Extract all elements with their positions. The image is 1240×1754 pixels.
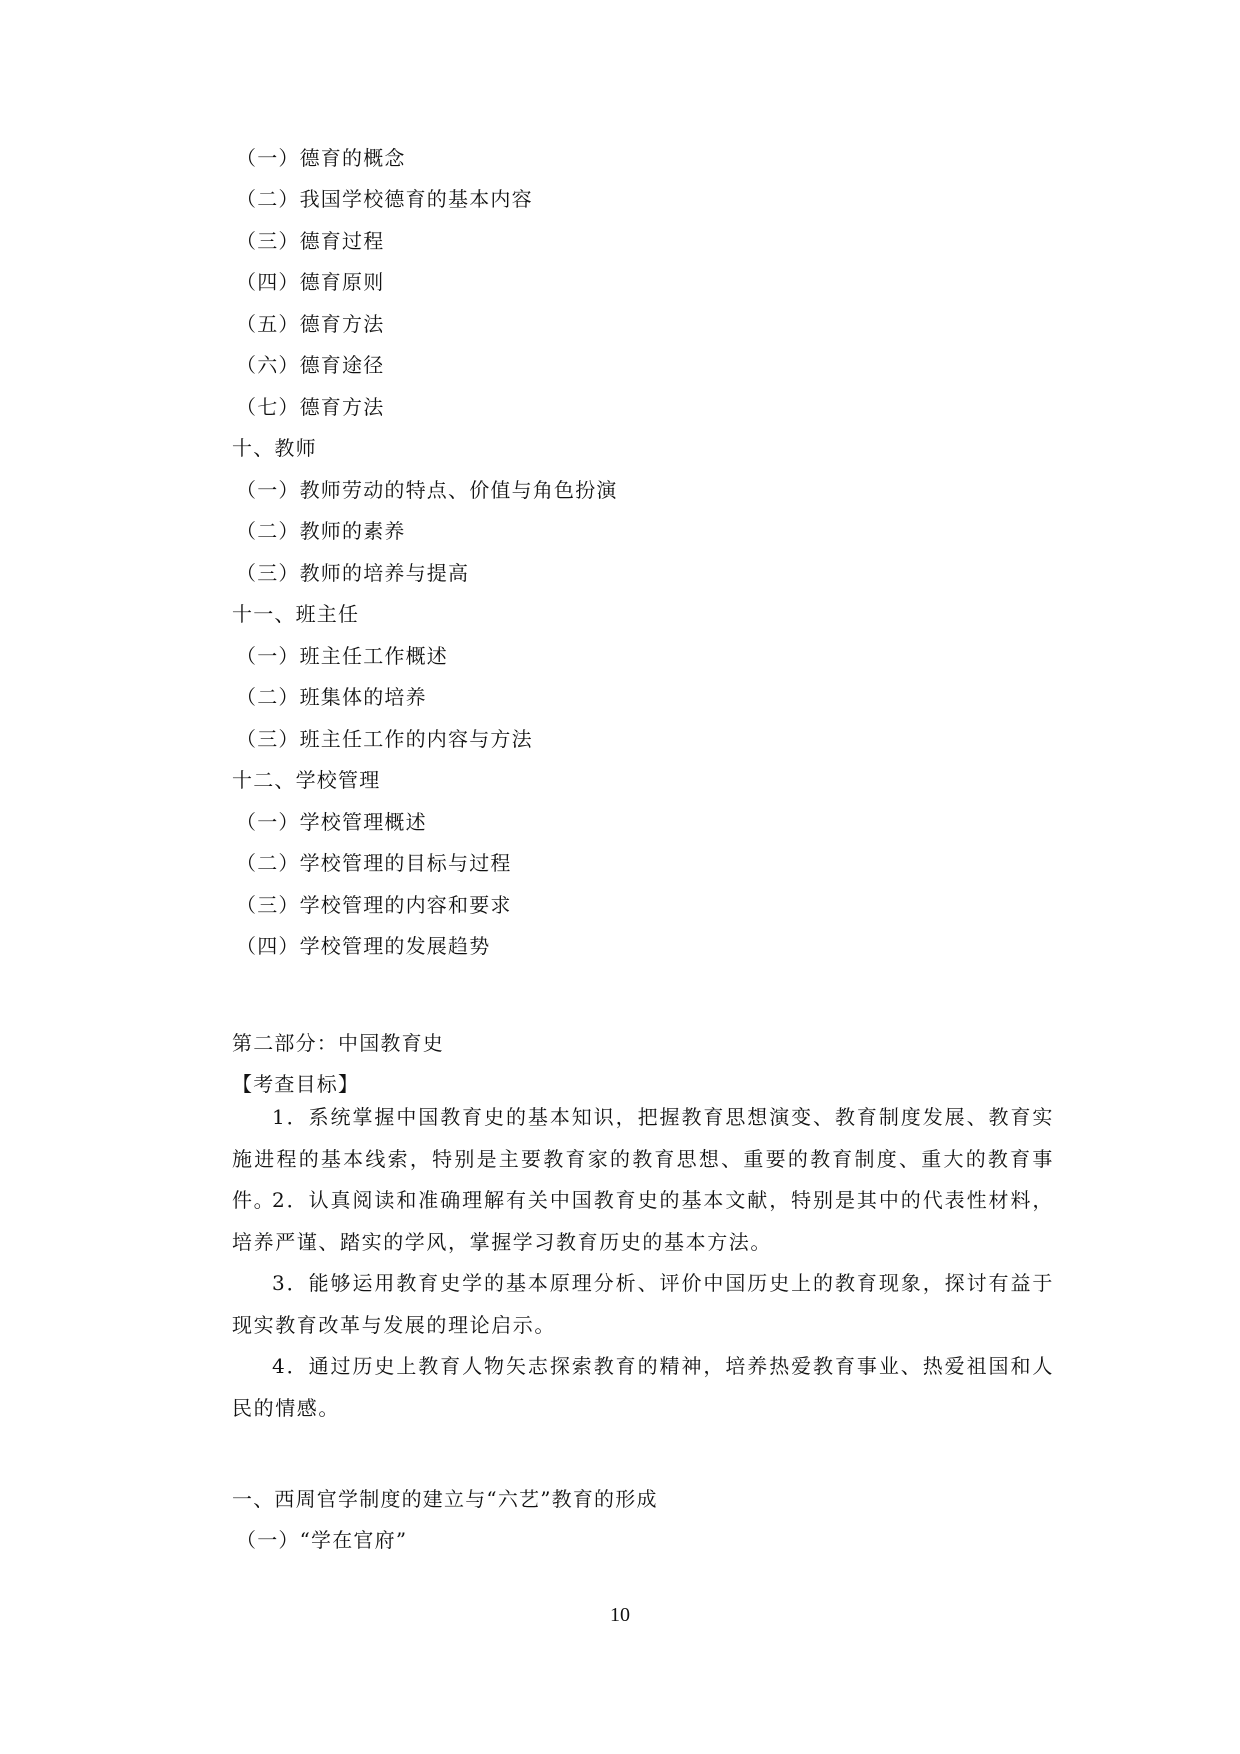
item-marker: （三） bbox=[236, 727, 300, 751]
outline-item bbox=[236, 352, 384, 378]
outline-item bbox=[236, 726, 533, 752]
item-marker: （一） bbox=[236, 478, 300, 502]
outline-item bbox=[236, 643, 448, 669]
item-text: 教师 bbox=[274, 436, 317, 460]
item-text: 班主任 bbox=[295, 602, 360, 626]
item-marker: （三） bbox=[236, 229, 300, 253]
outline-item bbox=[236, 311, 384, 337]
objectives-heading: 【考查目标】 bbox=[232, 1072, 360, 1096]
outline-heading bbox=[232, 435, 317, 461]
item-text: 德育方法 bbox=[299, 312, 385, 336]
item-marker: （五） bbox=[236, 312, 300, 336]
part-title: 第二部分：中国教育史 bbox=[232, 1031, 444, 1055]
item-text: 学校管理的发展趋势 bbox=[299, 934, 491, 958]
item-text: 教师的素养 bbox=[299, 519, 406, 543]
objective-paragraph-4: 4．通过历史上教育人物矢志探索教育的精神，培养热爱教育事业、热爱祖国和人民的情感。 bbox=[232, 1354, 1054, 1420]
item-text: 学校管理 bbox=[295, 768, 381, 792]
outline-item bbox=[236, 892, 512, 918]
item-marker: （一） bbox=[236, 810, 300, 834]
section-subitem: （一）“学在官府” bbox=[236, 1528, 408, 1552]
item-text: 学校管理概述 bbox=[299, 810, 427, 834]
outline-item bbox=[236, 228, 384, 254]
item-marker: （二） bbox=[236, 519, 300, 543]
item-marker: 十、 bbox=[232, 436, 275, 460]
item-marker: （六） bbox=[236, 353, 300, 377]
outline-item bbox=[236, 850, 512, 876]
item-text: 学校管理的目标与过程 bbox=[299, 851, 512, 875]
outline-item bbox=[236, 560, 469, 586]
item-text: 班主任工作的内容与方法 bbox=[299, 727, 533, 751]
outline-item bbox=[236, 933, 490, 959]
item-marker: （三） bbox=[236, 893, 300, 917]
item-marker: （七） bbox=[236, 395, 300, 419]
outline-item bbox=[236, 477, 618, 503]
objective-paragraph-3: 3．能够运用教育史学的基本原理分析、评价中国历史上的教育现象，探讨有益于现实教育改革与发展的理论启示。 bbox=[232, 1271, 1054, 1337]
outline-item bbox=[236, 518, 406, 544]
outline-item bbox=[236, 394, 384, 420]
outline-item bbox=[236, 269, 384, 295]
item-text: 班主任工作概述 bbox=[299, 644, 449, 668]
item-text: 班集体的培养 bbox=[299, 685, 427, 709]
item-text: 德育方法 bbox=[299, 395, 385, 419]
item-marker: （一） bbox=[236, 146, 300, 170]
item-marker: （四） bbox=[236, 270, 300, 294]
item-marker: （二） bbox=[236, 851, 300, 875]
objective-paragraph-2: 2．认真阅读和准确理解有关中国教育史的基本文献，特别是其中的代表性材料，培养严谨、踏实的学风，掌握学习教育历史的基本方法。 bbox=[232, 1188, 1054, 1254]
item-text: 教师劳动的特点、价值与角色扮演 bbox=[299, 478, 618, 502]
item-text: 德育原则 bbox=[299, 270, 385, 294]
outline-heading bbox=[232, 767, 380, 793]
item-marker: （三） bbox=[236, 561, 300, 585]
page-number: 10 bbox=[610, 1604, 630, 1626]
outline-heading bbox=[232, 601, 359, 627]
item-text: 德育过程 bbox=[299, 229, 385, 253]
item-marker: 十一、 bbox=[232, 602, 296, 626]
item-marker: 十二、 bbox=[232, 768, 296, 792]
objective-paragraph-1: 1．系统掌握中国教育史的基本知识，把握教育思想演变、教育制度发展、教育实施进程的基本线索，特别是主要教育家的教育思想、重要的教育制度、重大的教育事件。 bbox=[232, 1105, 1054, 1212]
item-marker: （四） bbox=[236, 934, 300, 958]
item-marker: （二） bbox=[236, 187, 300, 211]
item-text: 德育途径 bbox=[299, 353, 385, 377]
item-text: 教师的培养与提高 bbox=[299, 561, 470, 585]
item-text: 我国学校德育的基本内容 bbox=[299, 187, 533, 211]
item-marker: （二） bbox=[236, 685, 300, 709]
section-heading: 一、西周官学制度的建立与“六艺”教育的形成 bbox=[232, 1487, 658, 1511]
outline-item bbox=[236, 684, 427, 710]
outline-item bbox=[236, 145, 406, 171]
item-text: 学校管理的内容和要求 bbox=[299, 893, 512, 917]
outline-item bbox=[236, 186, 533, 212]
outline-item bbox=[236, 809, 427, 835]
item-marker: （一） bbox=[236, 644, 300, 668]
item-text: 德育的概念 bbox=[299, 146, 406, 170]
